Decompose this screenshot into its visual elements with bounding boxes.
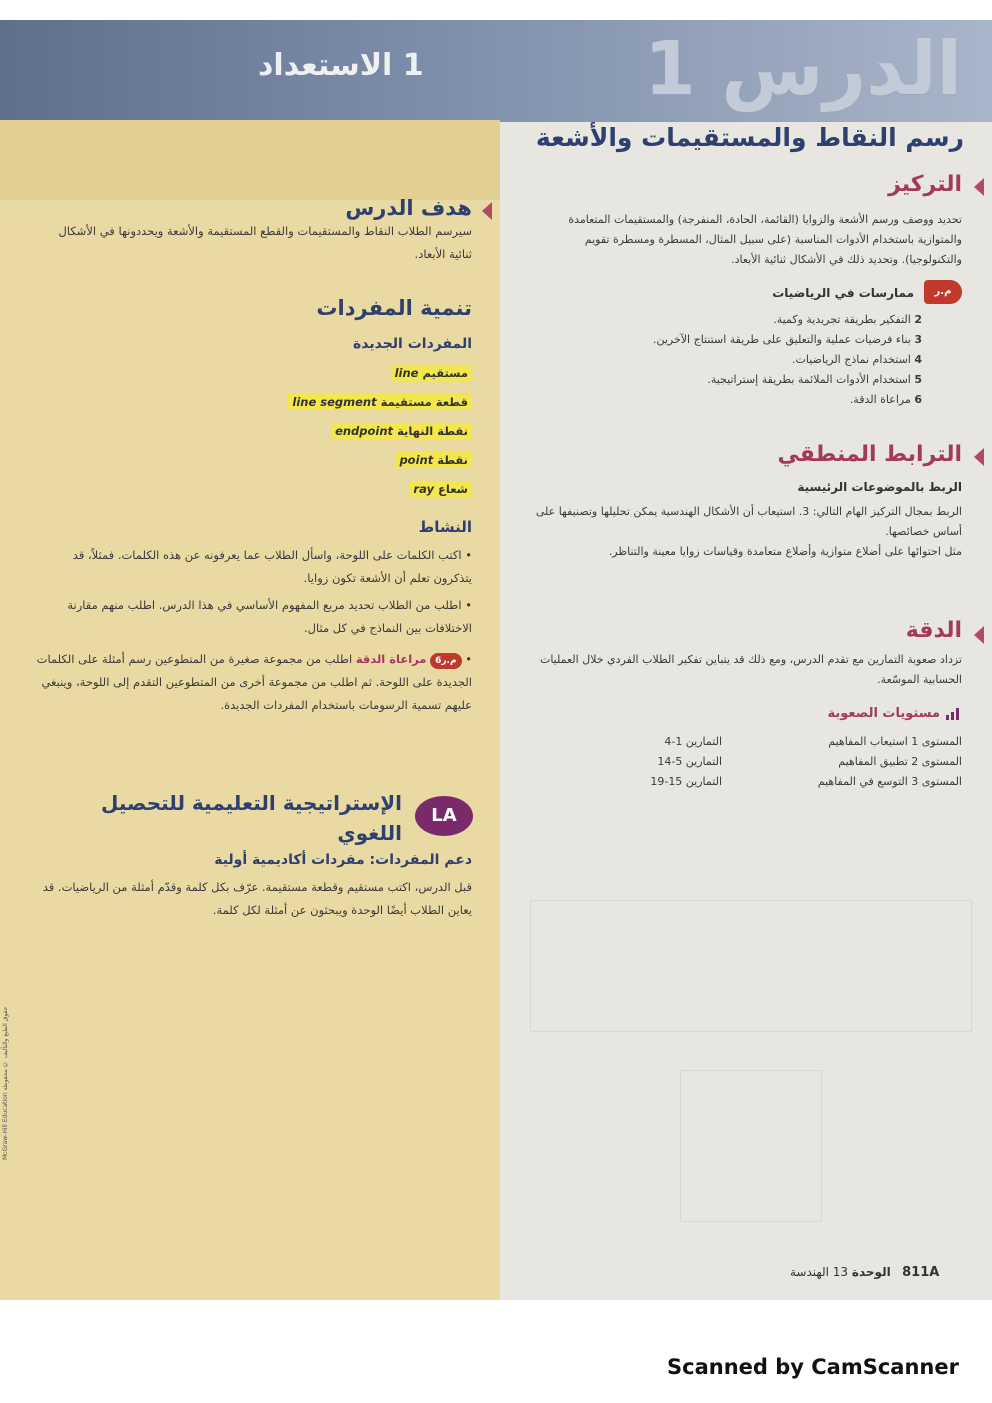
level-range: التمارين 5-14 — [657, 755, 722, 768]
lesson-number-title: الدرس 1 — [644, 26, 962, 112]
rigor-marker-icon — [974, 626, 984, 644]
level-range: التمارين 15-19 — [650, 775, 722, 788]
practice-item: 5 استخدام الأدوات الملائمة بطريقة إستراتيجية. — [707, 373, 922, 386]
unit-name: الهندسة — [790, 1265, 829, 1279]
ell-subheading: دعم المفردات: مفردات أكاديمية أولية — [214, 852, 472, 868]
level-label: المستوى 2 تطبيق المفاهيم — [838, 755, 962, 768]
coherence-heading: الترابط المنطقي — [777, 442, 962, 467]
la-badge-icon: LA — [415, 796, 473, 836]
focus-body: تحديد ووصف ورسم الأشعة والزوايا (القائمة، الحادة، المنفرجة) والمستقيمات المتعامدة والمتوازية باستخدام الأدوات المناسبة (على سبيل المثال، المسطرة ومسطرة تقويم والتكنولوجيا). وتحديد ذلك في الأشكال ثنائية الأبعاد. — [568, 213, 962, 266]
rigor-heading: الدقة — [905, 618, 962, 643]
levels-table — [582, 732, 962, 792]
vocab-subheading: المفردات الجديدة — [353, 336, 472, 352]
coherence-subheading: الربط بالموضوعات الرئيسية — [797, 480, 962, 494]
levels-heading: مستويات الصعوبة — [827, 706, 940, 721]
scanned-page — [0, 20, 992, 1300]
focus-marker-icon — [974, 178, 984, 196]
practice-item: 4 استخدام نماذج الرياضيات. — [791, 353, 922, 366]
level-row — [582, 772, 962, 792]
practices-list — [522, 310, 922, 410]
vocab-term: شعاع ray — [409, 481, 472, 497]
vocab-terms — [172, 362, 472, 507]
lesson-banner — [0, 20, 992, 122]
unit-label: الوحدة — [851, 1265, 891, 1279]
prep-section-label: 1 الاستعداد — [258, 48, 424, 83]
page-footer — [790, 1265, 939, 1280]
precision-label: مراعاة الدقة — [355, 652, 427, 666]
level-label: المستوى 1 استيعاب المفاهيم — [828, 735, 962, 748]
vocab-term-row — [172, 478, 472, 507]
vocab-term: نقطة point — [395, 452, 472, 468]
ell-body: قبل الدرس، اكتب مستقيم وقطعة مستقيمة. عرّف بكل كلمة وقدّم أمثلة من الرياضيات. قد يعاين الطلاب أيضًا الوحدة ويبحثون عن أمثلة لكل كلمة. — [42, 880, 472, 917]
vocab-term: مستقيم line — [391, 365, 472, 381]
coherence-body: الربط بمجال التركيز الهام التالي: 3. استيعاب أن الأشكال الهندسية يمكن تحليلها وتصنيفها على أساس خصائصها. — [535, 505, 962, 538]
activity-bullet: • اطلب من الطلاب تحديد مربع المفهوم الأساسي في هذا الدرس. اطلب منهم مقارنة الاختلافات بين النماذج في كل مثال. — [67, 598, 472, 635]
objective-marker-icon — [482, 202, 492, 220]
objective-heading: هدف الدرس — [345, 196, 472, 220]
coherence-marker-icon — [974, 448, 984, 466]
activity-bullet: • م.ر6 مراعاة الدقة اطلب من مجموعة صغيرة من المتطوعين رسم أمثلة على الكلمات الجديدة على اللوحة. ثم اطلب من مجموعة أخرى من المتطوعين التقدم إلى اللوحة، وينبغي عليهم تسمية الرسومات باستخدام المفردات الجديدة. — [36, 652, 472, 712]
level-range: التمارين 1-4 — [664, 735, 722, 748]
vocab-term-row — [172, 362, 472, 391]
coherence-body-continued: مثل احتوائها على أضلاع متوازية وأضلاع متعامدة وقياسات زوايا معينة والتناظر. — [608, 545, 962, 558]
page-number: 811A — [902, 1265, 940, 1280]
blank-area — [680, 1070, 822, 1222]
lesson-title: رسم النقاط والمستقيمات والأشعة — [535, 123, 964, 152]
activity-bullet: • اكتب الكلمات على اللوحة، واسأل الطلاب عما يعرفونه عن هذه الكلمات. فمثلاً، قد يتذكرون تعلم أن الأشعة تكون زوايا. — [72, 548, 472, 585]
vocab-heading: تنمية المفردات — [316, 296, 472, 320]
precision-badge-icon: م.ر6 — [430, 653, 461, 669]
scanner-watermark: Scanned by CamScanner — [667, 1355, 959, 1379]
vocab-term: قطعة مستقيمة line segment — [288, 394, 472, 410]
practice-item: 3 بناء فرضيات عملية والتعليق على طريقة استنتاج الآخرين. — [652, 333, 922, 346]
vocab-term-row — [172, 391, 472, 420]
practices-badge-icon: م.ر — [924, 280, 962, 304]
vocab-term-row — [172, 420, 472, 449]
level-row — [582, 732, 962, 752]
practices-heading: ممارسات في الرياضيات — [772, 286, 914, 300]
copyright-sidebar: McGraw-Hill Education حقوق الطبع والتأليف © محفوظة — [2, 1006, 9, 1160]
vocab-term-row — [172, 449, 472, 478]
unit-number: 13 — [832, 1265, 849, 1279]
objective-body: سيرسم الطلاب النقاط والمستقيمات والقطع المستقيمة والأشعة ويحددونها في الأشكال ثنائية الأبعاد. — [58, 224, 472, 261]
blank-area — [530, 900, 972, 1032]
activity-heading: النشاط — [418, 518, 472, 536]
practice-item: 6 مراعاة الدقة. — [849, 393, 922, 406]
focus-heading: التركيز — [888, 172, 962, 197]
ell-heading: الإستراتيجية التعليمية للتحصيل اللغوي — [100, 791, 402, 845]
rigor-body: تزداد صعوبة التمارين مع تقدم الدرس، ومع ذلك قد يتباين تفكير الطلاب الفردي خلال العمليات الحسابية الموسّعة. — [539, 653, 962, 686]
level-label: المستوى 3 التوسع في المفاهيم — [817, 775, 962, 788]
difficulty-bars-icon — [946, 708, 960, 720]
vocab-term: نقطة النهاية endpoint — [331, 423, 472, 439]
practice-item: 2 التفكير بطريقة تجريدية وكمية. — [773, 313, 922, 326]
level-row — [582, 752, 962, 772]
